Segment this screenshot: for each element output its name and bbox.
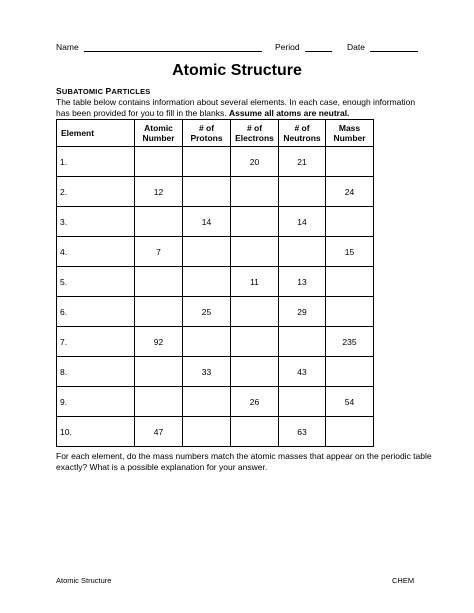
cell-mass-number[interactable] [326,357,374,387]
cell-electrons[interactable] [231,327,279,357]
cell-neutrons[interactable] [279,387,326,417]
table-row [57,207,374,237]
cell-electrons[interactable]: 26 [231,387,279,417]
cell-mass-number[interactable]: 24 [326,177,374,207]
cell-atomic-number[interactable] [135,207,183,237]
cell-electrons[interactable] [231,207,279,237]
cell-mass-number[interactable] [326,267,374,297]
cell-protons[interactable] [183,387,231,417]
cell-protons[interactable] [183,417,231,447]
cell-mass-number[interactable] [326,147,374,177]
footer-title: Atomic Structure [56,576,112,585]
cell-atomic-number[interactable] [135,147,183,177]
cell-atomic-number[interactable]: 12 [135,177,183,207]
period-label: Period [275,42,300,52]
header-mass-number: Mass Number [326,120,374,147]
cell-atomic-number[interactable] [135,297,183,327]
cell-element: 6. [57,297,135,327]
table-row [57,267,374,297]
cell-element: 1. [57,147,135,177]
cell-neutrons[interactable]: 21 [279,147,326,177]
cell-atomic-number[interactable]: 92 [135,327,183,357]
cell-mass-number[interactable] [326,417,374,447]
date-label: Date [347,42,365,52]
cell-element: 10. [57,417,135,447]
table-row [57,297,374,327]
cell-neutrons[interactable]: 63 [279,417,326,447]
cell-element: 5. [57,267,135,297]
table-row [57,387,374,417]
cell-neutrons[interactable] [279,237,326,267]
footer-course: CHEM [392,576,415,585]
name-label: Name [56,42,79,52]
cell-atomic-number[interactable] [135,267,183,297]
cell-protons[interactable] [183,177,231,207]
cell-protons[interactable]: 14 [183,207,231,237]
cell-atomic-number[interactable]: 7 [135,237,183,267]
cell-electrons[interactable]: 20 [231,147,279,177]
header-neutrons: # of Neutrons [279,120,326,147]
followup-question: For each element, do the mass numbers match the atomic masses that appear on the periodic table exactly? What is a possible explanation for your answer. [56,451,432,472]
table-row [57,177,374,207]
name-blank[interactable] [84,42,262,52]
cell-mass-number[interactable]: 54 [326,387,374,417]
cell-protons[interactable] [183,147,231,177]
header-element: Element [57,120,135,147]
section-heading: SUBATOMIC PARTICLES [56,86,151,96]
header-electrons: # of Electrons [231,120,279,147]
cell-element: 7. [57,327,135,357]
cell-atomic-number[interactable]: 47 [135,417,183,447]
instructions [56,97,426,119]
cell-protons[interactable] [183,327,231,357]
name-field[interactable] [56,42,262,52]
cell-atomic-number[interactable] [135,387,183,417]
cell-protons[interactable]: 33 [183,357,231,387]
cell-neutrons[interactable]: 13 [279,267,326,297]
cell-mass-number[interactable] [326,207,374,237]
cell-element: 4. [57,237,135,267]
cell-element: 9. [57,387,135,417]
header-protons: # of Protons [183,120,231,147]
period-blank[interactable] [305,42,332,52]
cell-mass-number[interactable]: 235 [326,327,374,357]
instructions-emphasis: Assume all atoms are neutral. [228,108,350,118]
cell-electrons[interactable] [231,357,279,387]
date-field[interactable] [347,42,418,52]
cell-electrons[interactable] [231,417,279,447]
cell-protons[interactable] [183,267,231,297]
subatomic-table [56,119,374,447]
table-header-row [57,120,374,147]
table-row [57,417,374,447]
cell-neutrons[interactable]: 14 [279,207,326,237]
period-field[interactable] [275,42,332,52]
table-row [57,327,374,357]
page-title: Atomic Structure [172,62,302,79]
cell-neutrons[interactable] [279,327,326,357]
cell-electrons[interactable]: 11 [231,267,279,297]
cell-electrons[interactable] [231,237,279,267]
cell-neutrons[interactable] [279,177,326,207]
cell-protons[interactable] [183,237,231,267]
table-row [57,237,374,267]
cell-atomic-number[interactable] [135,357,183,387]
cell-element: 3. [57,207,135,237]
cell-electrons[interactable] [231,177,279,207]
cell-protons[interactable]: 25 [183,297,231,327]
cell-neutrons[interactable]: 43 [279,357,326,387]
cell-element: 8. [57,357,135,387]
cell-electrons[interactable] [231,297,279,327]
date-blank[interactable] [370,42,418,52]
header-atomic-number: Atomic Number [135,120,183,147]
table-row [57,147,374,177]
instructions-text: The table below contains information about several elements. In each case, enough information has been provided for you to fill in the blanks. [56,97,416,118]
cell-mass-number[interactable] [326,297,374,327]
table-row [57,357,374,387]
table-body [57,147,374,447]
cell-mass-number[interactable]: 15 [326,237,374,267]
cell-element: 2. [57,177,135,207]
cell-neutrons[interactable]: 29 [279,297,326,327]
